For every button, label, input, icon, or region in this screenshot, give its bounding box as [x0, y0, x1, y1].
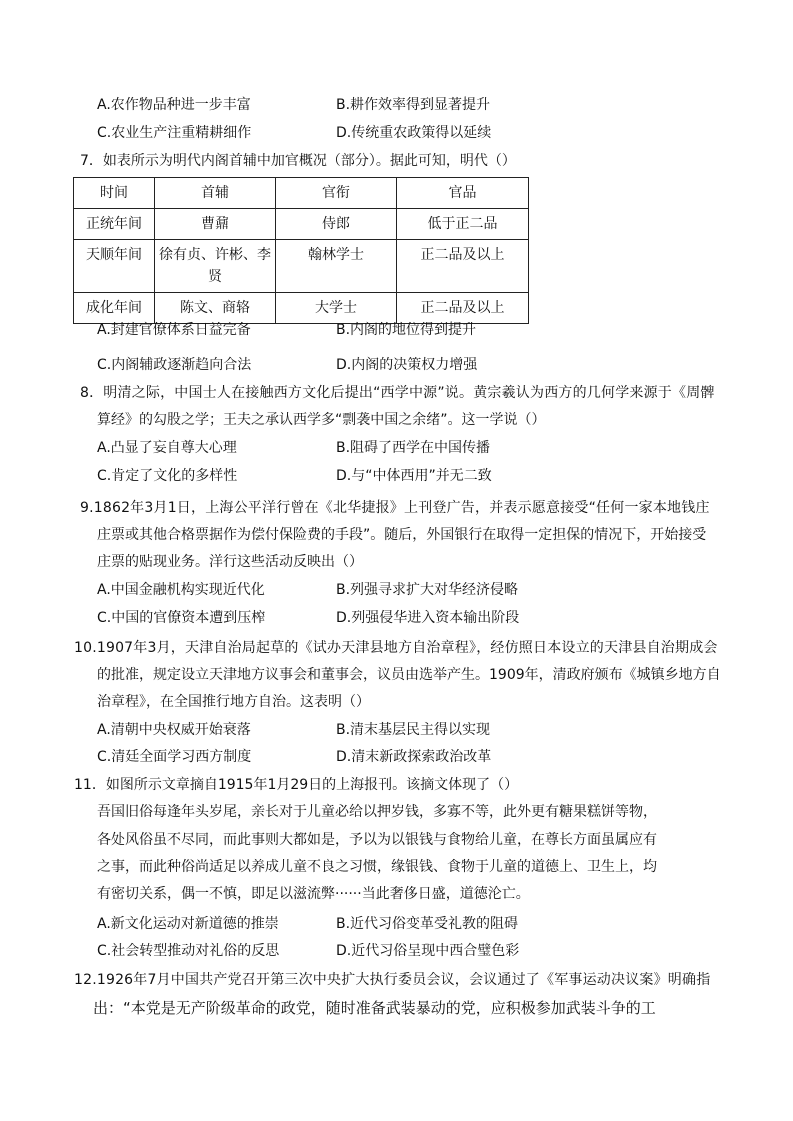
q8-option-a: A.凸显了妄自尊大心理 [97, 440, 237, 456]
q7-option-c: C.内阁辅政逐渐趋向合法 [97, 357, 252, 373]
table-cell: 低于正二品 [397, 209, 529, 240]
table-cell-line: 徐有贞、许彬、李 [159, 247, 271, 263]
q10-option-a: A.清朝中央权威开始衰落 [97, 722, 251, 738]
q9-option-c: C.中国的官僚资本遭到压榨 [97, 610, 266, 626]
table-cell: 大学士 [276, 293, 397, 324]
table-cell: 正统年间 [74, 209, 155, 240]
table-cell: 天顺年间 [74, 240, 155, 293]
table-header-row [74, 178, 529, 209]
q11-option-a: A.新文化运动对新道德的推崇 [97, 916, 279, 932]
q9-stem-line2: 庄票或其他合格票据作为偿付保险费的手段”。随后，外国银行在取得一定担保的情况下，开始接受 [97, 527, 707, 543]
q7-option-a: A.封建官僚体系日益完备 [97, 322, 251, 338]
table-header-cell: 首辅 [155, 178, 276, 209]
q6-option-a: A.农作物品种进一步丰富 [97, 97, 251, 113]
q8-option-b: B.阻碍了西学在中国传播 [336, 440, 491, 456]
q8-stem-line2: 算经》的勾股之学；王夫之承认西学多“剽袭中国之余绪”。这一学说（） [97, 412, 546, 428]
q10-option-d: D.清末新政探索政治改革 [336, 749, 492, 765]
q10-stem-line3: 治章程》，在全国推行地方自治。这表明（） [97, 694, 370, 710]
table-cell: 翰林学士 [276, 240, 397, 293]
q11-quote-line2: 各处风俗虽不尽同，而此事则大都如是，予以为以银钱与食物给儿童，在尊长方面虽属应有 [97, 832, 657, 848]
q6-option-b: B.耕作效率得到显著提升 [336, 97, 491, 113]
table-cell: 正二品及以上 [397, 293, 529, 324]
table-row [74, 293, 529, 324]
q7-option-b: B.内阁的地位得到提升 [336, 322, 477, 338]
q9-option-a: A.中国金融机构实现近代化 [97, 582, 265, 598]
q12-stem-line1: 12.1926年7月中国共产党召开第三次中央扩大执行委员会议，会议通过了《军事运动决议案》明确指 [74, 972, 711, 988]
table-cell: 曹鼐 [155, 209, 276, 240]
table-cell: 陈文、商辂 [155, 293, 276, 324]
q10-option-c: C.清廷全面学习西方制度 [97, 749, 252, 765]
q11-stem: 11．如图所示文章摘自1915年1月29日的上海报刊。该摘文体现了（） [74, 777, 519, 793]
table-cell [155, 240, 276, 293]
table-header-cell: 官衔 [276, 178, 397, 209]
q6-option-d: D.传统重农政策得以延续 [336, 125, 492, 141]
q9-stem-line3: 庄票的贴现业务。洋行这些活动反映出（） [97, 554, 363, 570]
table-cell: 侍郎 [276, 209, 397, 240]
q9-stem-line1: 9.1862年3月1日，上海公平洋行曾在《北华捷报》上刊登广告，并表示愿意接受“任何一家本地钱庄 [80, 500, 710, 516]
table-header-cell: 官品 [397, 178, 529, 209]
q10-stem-line1: 10.1907年3月，天津自治局起草的《试办天津县地方自治章程》，经仿照日本设立的天津县自治期成会 [74, 640, 718, 656]
q8-stem-line1: 8．明清之际，中国士人在接触西方文化后提出“西学中源”说。黄宗羲认为西方的几何学来源于《周髀 [80, 385, 715, 401]
table-cell: 成化年间 [74, 293, 155, 324]
q9-option-d: D.列强侵华进入资本输出阶段 [336, 610, 520, 626]
q11-option-c: C.社会转型推动对礼俗的反思 [97, 943, 280, 959]
q11-quote-line4: 有密切关系，偶一不慎，即足以滋流弊······当此奢侈日盛，道德沦亡。 [97, 886, 530, 902]
table-row [74, 240, 529, 293]
q8-option-c: C.肯定了文化的多样性 [97, 468, 238, 484]
q11-quote-line3: 之事，而此种俗尚适足以养成儿童不良之习惯，缘银钱、食物于儿童的道德上、卫生上，均 [97, 859, 657, 875]
table-cell: 正二品及以上 [397, 240, 529, 293]
table-cell-line: 贤 [208, 269, 222, 285]
q11-option-d: D.近代习俗呈现中西合璧色彩 [336, 943, 520, 959]
q11-quote-line1: 吾国旧俗每逢年头岁尾，亲长对于儿童必给以押岁钱，多寡不等，此外更有糖果糕饼等物， [97, 804, 657, 820]
q7-table [73, 177, 529, 324]
q10-stem-line2: 的批准，规定设立天津地方议事会和董事会，议员由选举产生。1909年，清政府颁布《城镇乡地方自 [97, 667, 721, 683]
q8-option-d: D.与“中体西用”并无二致 [336, 468, 492, 484]
q11-option-b: B.近代习俗变革受礼教的阻碍 [336, 916, 519, 932]
table-header-cell: 时间 [74, 178, 155, 209]
q9-option-b: B.列强寻求扩大对华经济侵略 [336, 582, 519, 598]
table-row [74, 209, 529, 240]
q7-option-d: D.内阁的决策权力增强 [336, 357, 478, 373]
q10-option-b: B.清末基层民主得以实现 [336, 722, 491, 738]
q6-option-c: C.农业生产注重精耕细作 [97, 125, 252, 141]
q7-stem: 7．如表所示为明代内阁首辅中加官概况（部分）。据此可知，明代（） [80, 153, 516, 169]
q12-stem-line2: 出：“本党是无产阶级革命的政党，随时准备武装暴动的党，应积极参加武装斗争的工 [93, 999, 656, 1017]
